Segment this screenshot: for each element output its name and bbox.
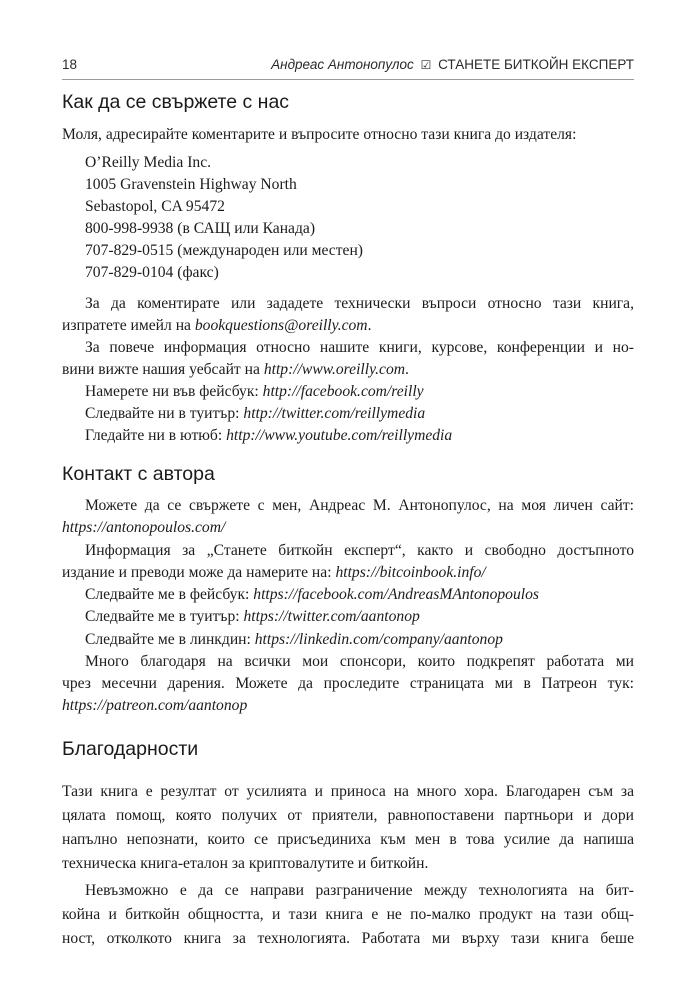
header-divider: [62, 79, 634, 80]
paragraph-line: изпратете имейл на bookquestions@oreilly.com.: [62, 317, 372, 334]
paragraph-line: Тази книга е резултат от усилията и приноса на много хора. Благодарен съм за: [62, 783, 634, 800]
address-line: 707-829-0515 (международен или местен): [85, 242, 363, 259]
paragraph-line: чрез месечни дарения. Можете да проследите страницата ми в Патреон тук:: [62, 675, 634, 692]
paragraph-line: Можете да се свържете с мен, Андреас М. Антонопулос, на моя личен сайт:: [85, 497, 634, 514]
bitcoinbook-link[interactable]: https://bitcoinbook.info/: [335, 564, 486, 581]
author-twitter-link[interactable]: https://twitter.com/aantonop: [243, 608, 420, 625]
address-line: 800-998-9938 (в САЩ или Канада): [85, 220, 316, 237]
author-facebook-line: Следвайте ме в фейсбук: https://facebook.com/AndreasMAntonopoulos: [85, 586, 539, 603]
youtube-line: Гледайте ни в ютюб: http://www.youtube.com/reillymedia: [85, 427, 453, 444]
patreon-link[interactable]: https://patreon.com/aantonop: [62, 697, 248, 714]
paragraph-line: вини вижте нашия уебсайт на http://www.oreilly.com.: [62, 361, 409, 378]
paragraph-line: техническа книга-еталон за криптовалутите и биткойн.: [62, 855, 429, 872]
author-linkedin-link[interactable]: https://linkedin.com/company/aantonop: [254, 631, 503, 648]
paragraph-line: Много благодаря на всички мои спонсори, които подкрепят работата ми: [85, 653, 634, 670]
youtube-link[interactable]: http://www.youtube.com/reillymedia: [226, 427, 453, 444]
author-facebook-link[interactable]: https://facebook.com/AndreasMAntonopoulos: [253, 586, 539, 603]
paragraph-line: Невъзможно е да се направи разграничение между технологията на бит-: [85, 882, 634, 899]
paragraph-line: издание и преводи може да намерите на: https://bitcoinbook.info/: [62, 564, 486, 581]
paragraph-line: ност, отколкото книга за технологията. Работата ми върху тази книга беше: [62, 930, 634, 947]
page-number: 18: [62, 57, 78, 72]
twitter-link[interactable]: http://twitter.com/reillymedia: [243, 405, 426, 422]
facebook-link[interactable]: http://facebook.com/reilly: [262, 383, 424, 400]
author-linkedin-line: Следвайте ме в линкдин: https://linkedin.com/company/aantonop: [85, 631, 503, 648]
facebook-line: Намерете ни във фейсбук: http://facebook.com/reilly: [85, 383, 424, 400]
author-twitter-line: Следвайте ме в туитър: https://twitter.com/aantonop: [85, 608, 420, 625]
header-author: Андреас Антонопулос: [271, 57, 414, 72]
paragraph-line: За да коментирате или зададете технически въпроси относно тази книга,: [85, 295, 634, 312]
paragraph-line: [62, 518, 225, 538]
heading-contact-us: Как да се свържете с нас: [62, 91, 290, 113]
heading-acknowledgements: Благодарности: [62, 738, 199, 760]
address-line: 707-829-0104 (факс): [85, 264, 219, 281]
header-separator-icon: ☑: [420, 58, 432, 72]
address-line: 1005 Gravenstein Highway North: [85, 176, 297, 193]
heading-contact-author: Контакт с автора: [62, 463, 215, 485]
paragraph-line: напълно непознати, които се присъединиха към мен в това усилие да напиша: [62, 831, 634, 848]
twitter-line: Следвайте ни в туитър: http://twitter.com/reillymedia: [85, 405, 426, 422]
contact-intro: Моля, адресирайте коментарите и въпросите относно тази книга до издателя:: [62, 126, 577, 143]
running-head: [271, 57, 634, 72]
paragraph-line: За повече информация относно нашите книги, курсове, конференции и но-: [85, 339, 634, 356]
address-line: O’Reilly Media Inc.: [85, 154, 212, 171]
paragraph-line: цялата помощ, която получих от приятели, равнопоставени партньори и дори: [62, 807, 634, 824]
email-link[interactable]: bookquestions@oreilly.com: [194, 317, 368, 334]
paragraph-line: Информация за „Станете биткойн експерт“, както и свободно достъпното: [85, 542, 634, 559]
address-line: Sebastopol, CA 95472: [85, 198, 225, 215]
header-book-title: СТАНЕТЕ БИТКОЙН ЕКСПЕРТ: [438, 57, 634, 72]
running-header: [62, 57, 634, 79]
author-site-link[interactable]: https://antonopoulos.com/: [62, 519, 226, 536]
website-link[interactable]: http://www.oreilly.com: [263, 361, 406, 378]
paragraph-line: [62, 696, 247, 716]
paragraph-line: койна и биткойн общността, и тази книга е не по-малко продукт на тази общ-: [62, 906, 634, 923]
